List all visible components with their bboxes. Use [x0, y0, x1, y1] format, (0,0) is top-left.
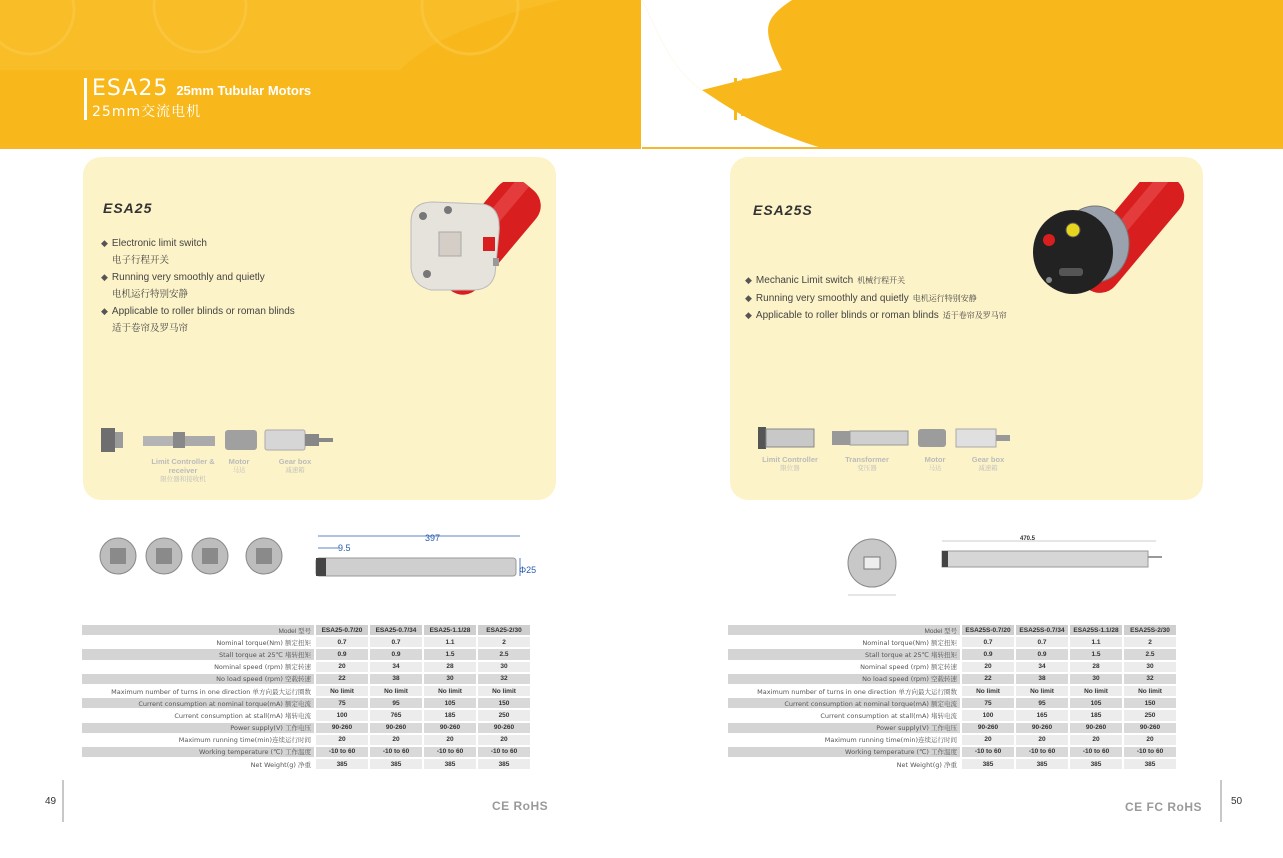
model-subtitle: 25mm Tubular Motors — [176, 83, 312, 98]
model-title-cn: 25mm交流电机 — [740, 104, 850, 120]
spec-model-header: ESA25-0.7/20 — [316, 625, 368, 635]
spec-row-label: Nominal torque(Nm) 额定扭矩 — [216, 638, 311, 647]
motor-head-image — [403, 182, 563, 302]
spec-cell: 20 — [962, 735, 1014, 745]
exploded-view-image — [758, 425, 1028, 453]
title-block — [740, 76, 974, 121]
diamond-icon: ◆ — [745, 292, 752, 303]
spec-cell: 90-260 — [316, 723, 368, 733]
spec-cell: No limit — [1070, 686, 1122, 696]
spec-cell: 90-260 — [1124, 723, 1176, 733]
cert-marks: CE FC RoHS — [1125, 800, 1202, 814]
spec-cell: 150 — [1124, 698, 1176, 708]
spec-cell: 34 — [1016, 662, 1068, 672]
spec-cell: 1.5 — [424, 649, 476, 659]
spec-cell: 30 — [1070, 674, 1122, 684]
spec-row — [82, 637, 530, 647]
dim-diameter: Φ25 — [519, 565, 537, 575]
spec-cell: 22 — [962, 674, 1014, 684]
spec-cell: 95 — [1016, 698, 1068, 708]
part-label: Gear box 减速箱 — [278, 457, 312, 474]
spec-row-label: Maximum running time(min)连续运行时间 — [824, 736, 957, 745]
spec-cell: 385 — [962, 759, 1014, 769]
spec-cell: 90-260 — [370, 723, 422, 733]
footer-rule — [1220, 780, 1222, 822]
feature-item-cn: 适于卷帘及罗马帘 — [112, 322, 189, 334]
spec-row-label: Working temperature (℃) 工作温度 — [82, 747, 314, 757]
spec-header-label: Model 型号 — [82, 625, 314, 635]
spec-cell: No limit — [478, 686, 530, 696]
spec-cell: No limit — [370, 686, 422, 696]
spec-cell: No limit — [316, 686, 368, 696]
spec-cell: 105 — [424, 698, 476, 708]
spec-model-header: ESA25S-2/30 — [1124, 625, 1176, 635]
spec-cell: 185 — [1070, 710, 1122, 720]
part-label: Transformer 变压器 — [845, 455, 889, 472]
feature-list — [101, 235, 295, 337]
spec-row — [82, 698, 530, 708]
spec-cell: 100 — [316, 710, 368, 720]
motor-head-image — [1025, 182, 1195, 302]
spec-cell: 0.9 — [962, 649, 1014, 659]
spec-cell: 250 — [478, 710, 530, 720]
spec-cell: -10 to 60 — [316, 747, 368, 757]
page-right — [642, 0, 1283, 858]
spec-row — [728, 686, 1176, 696]
spec-cell: 250 — [1124, 710, 1176, 720]
spec-row-label: Power supply(V) 工作电压 — [728, 723, 960, 733]
spec-row — [728, 662, 1176, 672]
spec-row — [728, 637, 1176, 647]
spec-cell: 20 — [424, 735, 476, 745]
spec-model-header: ESA25-1.1/28 — [424, 625, 476, 635]
spec-row — [728, 649, 1176, 659]
spec-cell: 385 — [1016, 759, 1068, 769]
spec-model-header: ESA25S-0.7/20 — [962, 625, 1014, 635]
feature-item: ◆ Running very smoothly and quietly 电机运行特别安静 — [745, 292, 977, 304]
spec-cell: 165 — [1016, 710, 1068, 720]
model-title: ESA25 — [92, 76, 169, 101]
spec-cell: -10 to 60 — [370, 747, 422, 757]
spec-header-label: Model 型号 — [728, 625, 960, 635]
spec-cell: 20 — [1016, 735, 1068, 745]
spec-cell: -10 to 60 — [1070, 747, 1122, 757]
spec-row — [728, 723, 1176, 733]
spec-cell: 34 — [370, 662, 422, 672]
spec-row — [82, 674, 530, 684]
spec-cell: 32 — [1124, 674, 1176, 684]
spec-table — [726, 623, 1178, 771]
spec-cell: -10 to 60 — [424, 747, 476, 757]
spec-cell: 0.7 — [370, 637, 422, 647]
spec-cell: 385 — [478, 759, 530, 769]
feature-item: ◆ Running very smoothly and quietly — [101, 272, 265, 283]
feature-item-cn: 电子行程开关 — [112, 254, 170, 266]
spec-cell: 2 — [478, 637, 530, 647]
feature-item: ◆ Applicable to roller blinds or roman blinds — [101, 306, 295, 317]
dim-length: 470.5 — [1020, 536, 1036, 542]
spec-row — [728, 735, 1176, 745]
header-banner — [0, 0, 641, 148]
feature-card — [730, 157, 1203, 500]
spec-cell: 90-260 — [478, 723, 530, 733]
spec-cell: -10 to 60 — [1124, 747, 1176, 757]
footer-rule — [62, 780, 64, 822]
feature-item: ◆ Applicable to roller blinds or roman blinds 适于卷帘及罗马帘 — [745, 310, 1007, 321]
spec-cell: 20 — [316, 735, 368, 745]
dim-length: 397 — [425, 533, 441, 543]
part-label: Gear box 减速箱 — [971, 455, 1005, 472]
spec-row-label: Current consumption at stall(mA) 堵转电流 — [820, 711, 957, 720]
spec-model-header: ESA25-0.7/34 — [370, 625, 422, 635]
part-label: Limit Controller & receiver 限位器和接收机 — [151, 457, 215, 483]
spec-row — [728, 747, 1176, 757]
spec-cell: 385 — [1124, 759, 1176, 769]
spec-cell: 385 — [1070, 759, 1122, 769]
spec-cell: 0.9 — [1016, 649, 1068, 659]
spec-cell: 1.5 — [1070, 649, 1122, 659]
spec-table — [80, 623, 532, 771]
spec-cell: 28 — [424, 662, 476, 672]
spec-cell: 20 — [370, 735, 422, 745]
spec-cell: 22 — [316, 674, 368, 684]
spec-cell: 20 — [962, 662, 1014, 672]
spec-row-label: Nominal torque(Nm) 额定扭矩 — [862, 638, 957, 647]
spec-cell: 75 — [962, 698, 1014, 708]
spec-row-label: No load speed (rpm) 空载转速 — [728, 674, 960, 684]
spec-row — [82, 735, 530, 745]
feature-list — [745, 272, 1007, 325]
spec-cell: 38 — [1016, 674, 1068, 684]
title-accent-bar — [734, 78, 737, 120]
spec-row-label: Current consumption at stall(mA) 堵转电流 — [174, 711, 311, 720]
title-accent-bar — [84, 78, 87, 120]
dimension-drawing — [90, 530, 550, 590]
spec-row-label: Maximum number of turns in one direction 单方向最大运行圈数 — [757, 687, 957, 696]
model-title: ESA25S — [740, 76, 832, 101]
spec-cell: 20 — [316, 662, 368, 672]
part-label: Motor 马达 — [924, 455, 946, 472]
spec-cell: 385 — [424, 759, 476, 769]
spec-cell: 2.5 — [478, 649, 530, 659]
spec-row — [82, 747, 530, 757]
spec-header-row — [728, 625, 1176, 635]
spec-cell: 20 — [1070, 735, 1122, 745]
spec-cell: 1.1 — [424, 637, 476, 647]
spec-cell: 30 — [1124, 662, 1176, 672]
header-banner — [642, 0, 1283, 148]
spec-cell: 1.1 — [1070, 637, 1122, 647]
dimension-drawing — [842, 535, 1172, 603]
spec-row-label: Current consumption at nominal torque(mA) 额定电流 — [728, 698, 960, 708]
spec-row-label: Net Weight(g) 净重 — [250, 760, 311, 769]
spec-row-label: Stall torque at 25℃ 堵转扭矩 — [82, 649, 314, 659]
diamond-icon: ◆ — [101, 306, 108, 316]
spec-cell: 0.7 — [1016, 637, 1068, 647]
spec-cell: 30 — [424, 674, 476, 684]
card-title: ESA25 — [103, 200, 153, 216]
spec-row-label: Working temperature (℃) 工作温度 — [728, 747, 960, 757]
page-number: 50 — [1231, 796, 1243, 807]
spec-cell: 2.5 — [1124, 649, 1176, 659]
diamond-icon: ◆ — [101, 238, 108, 248]
spec-header-row — [82, 625, 530, 635]
page-left — [0, 0, 641, 858]
diamond-icon: ◆ — [745, 310, 752, 320]
header-rule — [0, 147, 641, 149]
spec-cell: 100 — [962, 710, 1014, 720]
title-block — [92, 76, 311, 121]
spec-row — [728, 710, 1176, 720]
model-subtitle: 25mm Tubular Motors — [839, 83, 975, 98]
spec-cell: 95 — [370, 698, 422, 708]
spec-row — [728, 698, 1176, 708]
spec-cell: -10 to 60 — [1016, 747, 1068, 757]
model-title-cn: 25mm交流电机 — [92, 104, 202, 120]
spec-cell: 30 — [478, 662, 530, 672]
spec-cell: 765 — [370, 710, 422, 720]
spec-row — [728, 759, 1176, 769]
spec-cell: No limit — [1016, 686, 1068, 696]
spec-cell: No limit — [962, 686, 1014, 696]
exploded-view-image — [101, 422, 341, 458]
spec-row-label: Net Weight(g) 净重 — [896, 760, 957, 769]
spec-row — [82, 662, 530, 672]
spec-cell: 0.7 — [962, 637, 1014, 647]
spec-row-label: Maximum running time(min)连续运行时间 — [178, 736, 311, 745]
spec-row — [728, 674, 1176, 684]
spec-row — [82, 686, 530, 696]
spec-cell: -10 to 60 — [478, 747, 530, 757]
spec-row-label: Stall torque at 25℃ 堵转扭矩 — [728, 649, 960, 659]
spec-row — [82, 723, 530, 733]
spec-cell: No limit — [1124, 686, 1176, 696]
spec-cell: 2 — [1124, 637, 1176, 647]
cert-marks: CE RoHS — [492, 799, 549, 813]
spec-cell: 150 — [478, 698, 530, 708]
spec-row-label: Maximum number of turns in one direction 单方向最大运行圈数 — [111, 687, 311, 696]
diamond-icon: ◆ — [101, 272, 108, 282]
spec-row — [82, 710, 530, 720]
feature-card — [83, 157, 556, 500]
spec-row-label: Nominal speed (rpm) 额定转速 — [860, 663, 957, 672]
feature-item: ◆ Electronic limit switch — [101, 238, 207, 249]
spec-model-header: ESA25S-0.7/34 — [1016, 625, 1068, 635]
spec-cell: 20 — [478, 735, 530, 745]
spec-cell: 0.7 — [316, 637, 368, 647]
spec-cell: 90-260 — [1016, 723, 1068, 733]
spec-cell: 32 — [478, 674, 530, 684]
spec-row — [82, 649, 530, 659]
spec-row — [82, 759, 530, 769]
spec-cell: 90-260 — [424, 723, 476, 733]
dim-offset: 9.5 — [338, 543, 351, 553]
diamond-icon: ◆ — [745, 275, 752, 285]
card-title: ESA25S — [753, 202, 813, 218]
spec-cell: 28 — [1070, 662, 1122, 672]
spec-cell: -10 to 60 — [962, 747, 1014, 757]
part-label: Limit Controller 限位器 — [762, 455, 818, 472]
feature-item-cn: 电机运行特别安静 — [112, 288, 189, 300]
spec-row-label: Current consumption at nominal torque(mA) 额定电流 — [82, 698, 314, 708]
spec-cell: 75 — [316, 698, 368, 708]
feature-item: ◆ Mechanic Limit switch 机械行程开关 — [745, 275, 906, 286]
spec-cell: 385 — [316, 759, 368, 769]
spec-row-label: Power supply(V) 工作电压 — [82, 723, 314, 733]
spec-cell: 105 — [1070, 698, 1122, 708]
part-label: Motor 马达 — [228, 457, 250, 474]
spec-cell: 0.9 — [316, 649, 368, 659]
spec-model-header: ESA25-2/30 — [478, 625, 530, 635]
spec-cell: 20 — [1124, 735, 1176, 745]
spec-row-label: Nominal speed (rpm) 额定转速 — [214, 663, 311, 672]
spec-cell: 90-260 — [962, 723, 1014, 733]
spec-model-header: ESA25S-1.1/28 — [1070, 625, 1122, 635]
spec-cell: 385 — [370, 759, 422, 769]
spec-cell: 185 — [424, 710, 476, 720]
spec-cell: 38 — [370, 674, 422, 684]
spec-cell: 90-260 — [1070, 723, 1122, 733]
header-rule — [642, 147, 1283, 149]
spec-cell: No limit — [424, 686, 476, 696]
spec-cell: 0.9 — [370, 649, 422, 659]
spec-row-label: No load speed (rpm) 空载转速 — [82, 674, 314, 684]
page-number: 49 — [45, 796, 57, 807]
